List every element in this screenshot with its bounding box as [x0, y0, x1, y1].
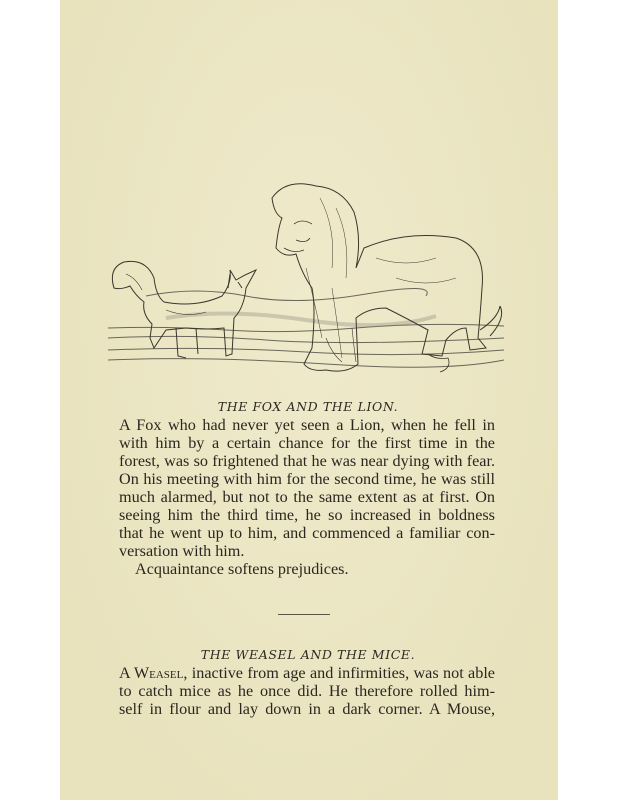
opening-word: A Weasel,	[119, 664, 188, 682]
ground-lines	[108, 288, 504, 367]
fable-title-fox-and-lion: THE FOX AND THE LION.	[217, 399, 399, 414]
section-divider	[278, 614, 330, 615]
body-line: that he went up to him, and commenced a familiar con-	[119, 524, 495, 542]
body-line: A Fox who had never yet seen a Lion, when he fell in	[119, 416, 495, 434]
fox-drawing	[112, 261, 256, 358]
body-line-text: inactive from age and infirmities, was not able	[187, 664, 495, 682]
body-line: On his meeting with him for the second time, he was still	[119, 470, 495, 488]
body-line: versation with him.	[119, 542, 245, 560]
body-line	[119, 664, 495, 682]
fable-moral: Acquaintance softens prejudices.	[135, 560, 349, 578]
body-line: with him by a certain chance for the first time in the	[119, 434, 495, 452]
fox-and-lion-illustration	[106, 178, 506, 388]
body-line: forest, was so frightened that he was near dying with fear.	[119, 452, 495, 470]
fable-title-weasel-and-mice: THE WEASEL AND THE MICE.	[200, 647, 416, 662]
lion-drawing	[272, 184, 502, 372]
body-line: much alarmed, but not to the same extent as at first. On	[119, 488, 495, 506]
body-line: seeing him the third time, he so increased in boldness	[119, 506, 495, 524]
body-line: to catch mice as he once did. He therefore rolled him-	[119, 682, 495, 700]
body-line: self in flour and lay down in a dark corner. A Mouse,	[119, 700, 495, 718]
